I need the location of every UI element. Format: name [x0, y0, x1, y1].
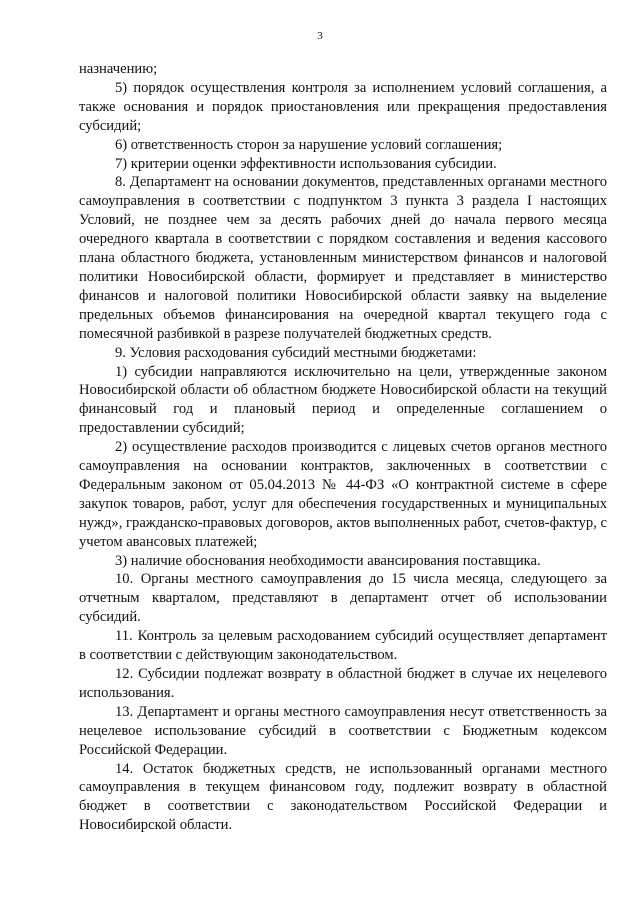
paragraph-section-13: 13. Департамент и органы местного самоуправления несут ответственность за нецелевое использование субсидий в соответствии с Бюджетным кодексом Российской Федерации.: [79, 703, 607, 758]
paragraph-item-9-3: 3) наличие обоснования необходимости авансирования поставщика.: [115, 552, 541, 569]
document-body: [79, 60, 607, 835]
paragraph-section-11: 11. Контроль за целевым расходованием субсидий осуществляет департамент в соответствии с действующим законодательством.: [79, 628, 607, 664]
paragraph-item-9-2: 2) осуществление расходов производится с лицевых счетов органов местного самоуправления на основании контрактов, заключенных в соответствии с Федеральным законом от 05.04.2013 № 44-ФЗ «О контрактной системе в сфере закупок товаров, работ, услуг для обеспечения государственных и муниципальных нужд», гражданско-правовых договоров, актов выполненных работ, счетов-фактур, с учетом авансовых платежей;: [79, 439, 607, 550]
paragraph-item-6: 6) ответственность сторон за нарушение условий соглашения;: [115, 136, 503, 153]
paragraph-section-10: 10. Органы местного самоуправления до 15 числа месяца, следующего за отчетным кварталом, представляют в департамент отчет об использовании субсидий.: [79, 571, 607, 626]
paragraph-section-9: 9. Условия расходования субсидий местными бюджетами:: [115, 344, 477, 361]
paragraph-item-5: 5) порядок осуществления контроля за исполнением условий соглашения, а также основания и порядок приостановления или прекращения предоставления субсидий;: [79, 79, 607, 134]
paragraph-section-14: 14. Остаток бюджетных средств, не использованный органами местного самоуправления в текущем финансовом году, подлежит возврату в областной бюджет в соответствии с законодательством Российской Федерации и Новосибирской области.: [79, 760, 607, 834]
paragraph-item-7: 7) критерии оценки эффективности использования субсидии.: [115, 155, 497, 172]
page-number: 3: [317, 30, 323, 42]
paragraph-continuation: назначению;: [79, 61, 158, 77]
paragraph-section-8: 8. Департамент на основании документов, представленных органами местного самоуправления в соответствии с подпунктом 3 пункта 3 раздела I настоящих Условий, не позднее чем за десять рабочих дней до начала первого месяца очередного квартала в соответствии с порядком составления и ведения кассового плана областного бюджета, установленным министерством финансов и налоговой политики Новосибирской области, формирует и представляет в министерство финансов и налоговой политики Новосибирской области заявку на выделение предельных объемов финансирования на очередной квартал текущего года с помесячной разбивкой в разрезе получателей бюджетных средств.: [79, 174, 607, 342]
paragraph-section-12: 12. Субсидии подлежат возврату в областной бюджет в случае их нецелевого использования.: [79, 666, 607, 701]
paragraph-item-9-1: 1) субсидии направляются исключительно на цели, утвержденные законом Новосибирской области об областном бюджете Новосибирской области на текущий финансовый год и плановый период и определенные соглашением о предоставлении субсидий;: [79, 363, 607, 437]
